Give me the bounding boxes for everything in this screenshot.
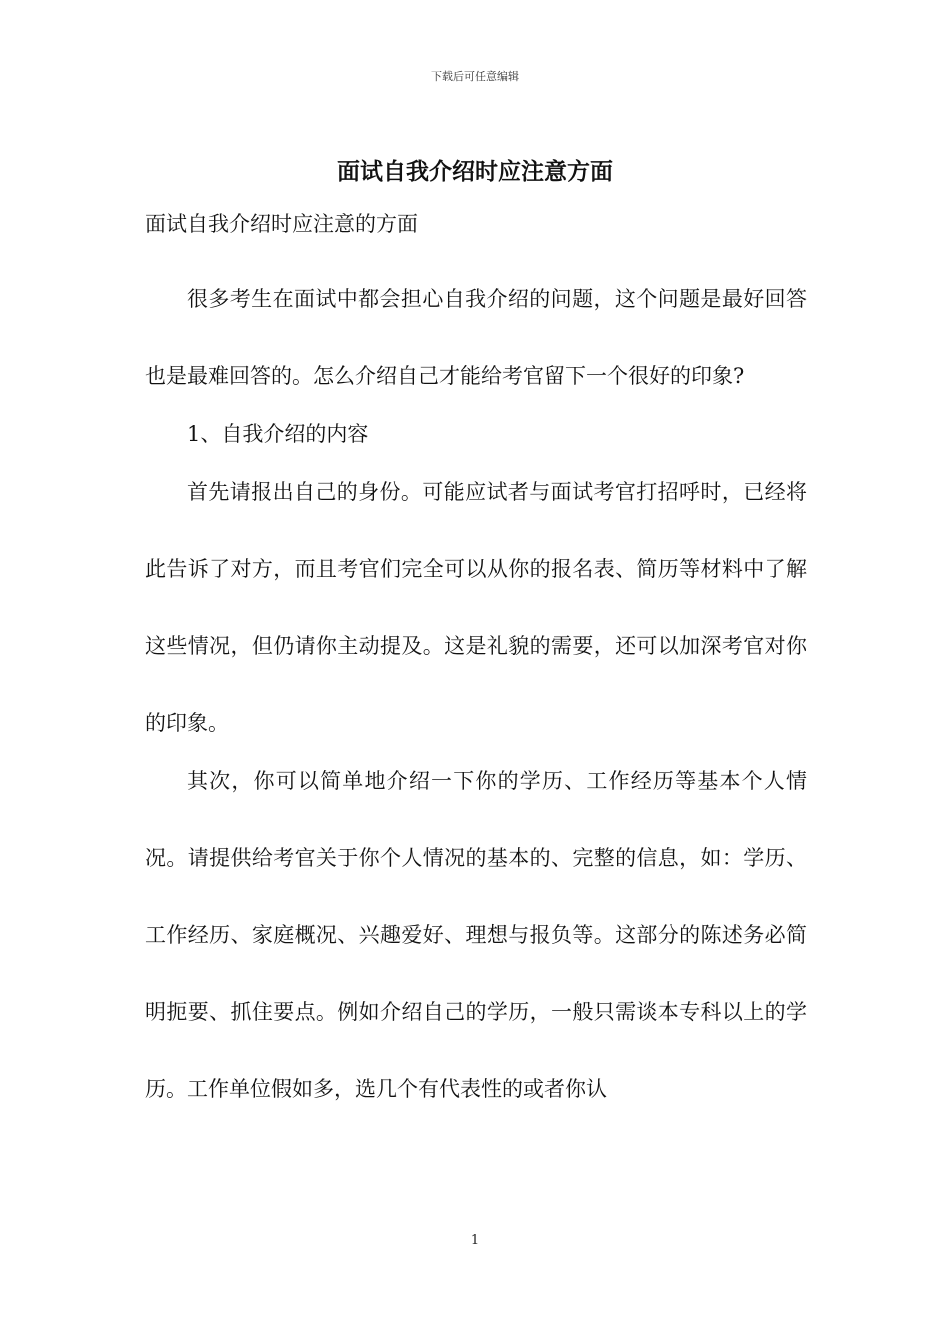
paragraph-intro: 很多考生在面试中都会担心自我介绍的问题，这个问题是最好回答也是最难回答的。怎么介绍自己才能给考官留下一个很好的印象? (145, 287, 807, 388)
page-number: 1 (470, 1233, 480, 1248)
section-heading: 1、自我介绍的内容 (187, 422, 369, 446)
document-title: 面试自我介绍时应注意方面 (337, 158, 613, 185)
document-subtitle: 面试自我介绍时应注意的方面 (145, 212, 418, 236)
paragraph-identity: 首先请报出自己的身份。可能应试者与面试考官打招呼时，已经将此告诉了对方，而且考官们完全可以从你的报名表、简历等材料中了解这些情况，但仍请你主动提及。这是礼貌的需要，还可以加深考官对你的印象。 (145, 480, 807, 735)
document-body (145, 205, 807, 1128)
paragraph-background: 其次，你可以简单地介绍一下你的学历、工作经历等基本个人情况。请提供给考官关于你个人情况的基本的、完整的信息，如：学历、工作经历、家庭概况、兴趣爱好、理想与报负等。这部分的陈述务必简明扼要、抓住要点。例如介绍自己的学历，一般只需谈本专科以上的学历。工作单位假如多，选几个有代表性的或者你认 (145, 769, 807, 1101)
header-note: 下载后可任意编辑 (431, 70, 519, 83)
